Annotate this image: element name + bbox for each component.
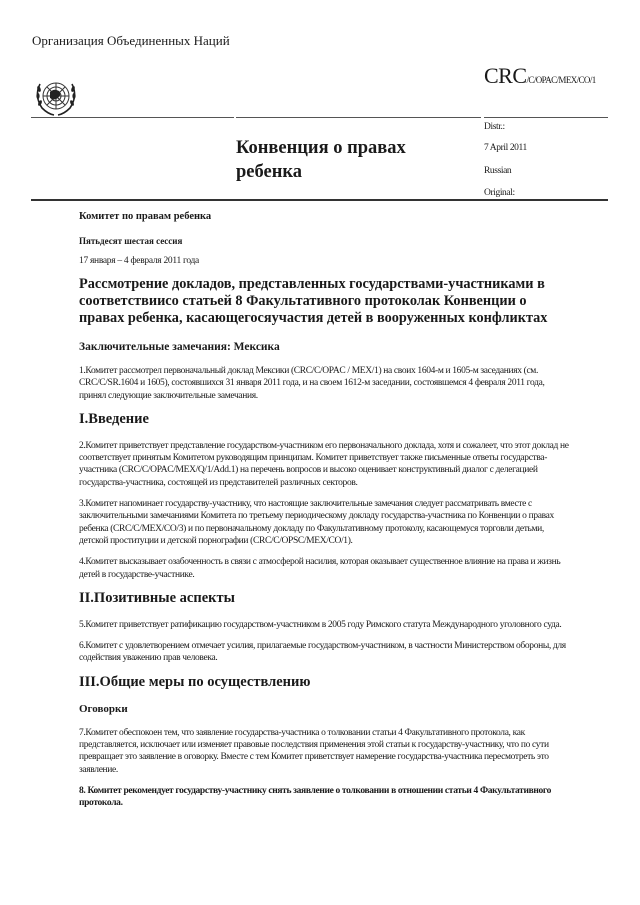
organization-name: Организация Объединенных Наций xyxy=(32,33,230,48)
paragraph-2: 2.Комитет приветствует представление государством-участником его первоначального доклада, хотя и сожалеет, что этот доклад не соответствует принятым Комитетом руководящим принципам. Комитет приветствует также письменные ответы государства-участника (CRC/C/OPAC/MEX/Q/1/Add.1) на перечень вопросов и высоко оценивает конструктивный диалог с делегацией государства-участника, состоящей из представителей различных секторов. xyxy=(79,440,569,488)
paragraph-8: 8. Комитет рекомендует государству-участнику снять заявление о толковании в отношении статьи 4 Факультативного протокола. xyxy=(79,785,552,809)
original-label: Original: xyxy=(484,188,515,198)
un-emblem-icon xyxy=(31,76,81,118)
paragraph-6: 6.Комитет с удовлетворением отмечает усилия, прилагаемые государством-участником, в частности Министерством обороны, для содействия уважению прав человека. xyxy=(79,641,566,664)
section-heading-positive-aspects: II.Позитивные аспекты xyxy=(79,589,235,606)
paragraph-3: 3.Комитет напоминает государству-участнику, что настоящие заключительные замечания следует рассматривать вместе с заключительными замечаниями Комитета по третьему периодическому докладу государства-участника по Конвенции о правах ребенка (CRC/C/MEX/CO/3) и по первоначальному докладу по Факультативному протоколу, касающемуся торговли детьми, детской проституции и детской порнографии (CRC/C/OPSC/MEX/CO/1). xyxy=(79,499,554,546)
paragraph-7: 7.Комитет обеспокоен тем, что заявление государства-участника о толковании статьи 4 Факультативного протокола, как представляется, исключает или изменяет правовые последствия применения этой статьи к государству-участнику, что по сути превращает это заявление в оговорку. Вместе с тем Комитет приветствует намерение государства-участника пересмотреть это заявление. xyxy=(79,727,549,775)
concluding-observations-heading: Заключительные замечания: Мексика xyxy=(79,341,280,353)
session-dates: 17 января – 4 февраля 2011 года xyxy=(79,256,199,266)
document-symbol-main: CRC xyxy=(484,63,527,88)
paragraph-4: 4.Комитет высказывает озабоченность в связи с атмосферой насилия, которая оказывает существенное влияние на права и жизнь детей в государстве-участнике. xyxy=(79,557,561,580)
header-bottom-divider xyxy=(31,199,608,201)
document-date: 7 April 2011 xyxy=(484,143,527,153)
document-language: Russian xyxy=(484,166,512,176)
paragraph-1: 1.Комитет рассмотрел первоначальный доклад Мексики (CRC/C/OPAC / MEX/1) на своих 1604-м и 1605-м заседаниях (см. CRC/C/SR.1604 и 1605), состоявшихся 31 января 2011 года, и на своем 1612-м заседании, состоявшемся 4 февраля 2011 года, принял следующие заключительные замечания. xyxy=(79,366,545,401)
document-body xyxy=(79,211,569,819)
header-divider xyxy=(31,117,234,118)
header-divider xyxy=(484,117,608,118)
convention-title: Конвенция о правах ребенка xyxy=(236,138,406,182)
document-symbol xyxy=(484,63,596,89)
section-heading-introduction: I.Введение xyxy=(79,410,149,427)
header-divider xyxy=(236,117,481,118)
subsection-heading-reservations: Оговорки xyxy=(79,702,128,715)
section-heading-general-measures: III.Общие меры по осуществлению xyxy=(79,673,311,690)
main-heading: Рассмотрение докладов, представленных государствами-участниками в соответствиисо статьей 8 Факультативного протоколак Конвенции о правах ребенка, касающегосяучастия детей в вооруженных конфликтах xyxy=(79,276,548,326)
document-symbol-suffix: /C/OPAC/MEX/CO/1 xyxy=(526,75,596,85)
session-name: Пятьдесят шестая сессия xyxy=(79,236,183,246)
committee-name: Комитет по правам ребенка xyxy=(79,211,212,222)
distribution-label: Distr.: xyxy=(484,122,505,132)
paragraph-5: 5.Комитет приветствует ратификацию государством-участником в 2005 году Римского статута Международного уголовного суда. xyxy=(79,619,562,630)
